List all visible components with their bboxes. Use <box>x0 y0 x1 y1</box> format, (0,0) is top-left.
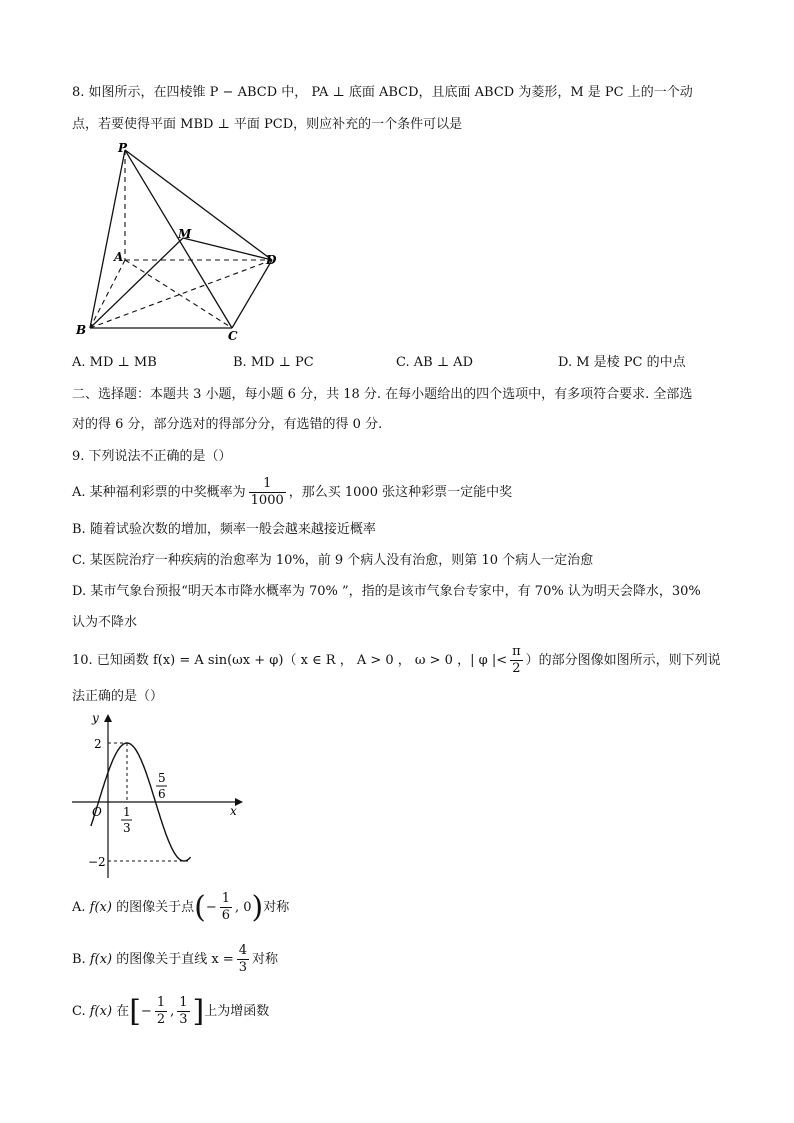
fraction-denominator: 3 <box>179 1012 188 1027</box>
section2-instructions-line2: 对的得 6 分，部分选对的得部分分，有选错的得 0 分. <box>72 417 383 432</box>
q10-stem-prefix: 10. 已知函数 f(x) = A sin(ωx + φ)（ x ∈ R ， A > 0 ， ω > 0 ，| φ |< <box>72 653 508 668</box>
q9-stem: 9. 下列说法不正确的是（） <box>72 449 232 464</box>
tick-1-3-denominator: 3 <box>123 821 131 835</box>
q8-option-b: B. MD ⊥ PC <box>233 355 314 370</box>
function-label: f(x) <box>89 900 112 915</box>
pyramid-figure <box>70 140 290 350</box>
q10-option-a: A. f(x) 的图像关于点(− $\frac{1}{6}$ , 0)对称 <box>72 889 290 925</box>
q9-option-a-suffix: ，那么买 1000 张这种彩票一定能中奖 <box>288 485 513 500</box>
q9-option-c: C. 某医院治疗一种疾病的治愈率为 10%，前 9 个病人没有治愈，则第 10 个病人一定治愈 <box>72 553 594 568</box>
fraction-denominator: 1000 <box>250 493 284 508</box>
q8-stem-line1: 8. 如图所示，在四棱锥 P − ABCD 中， PA ⊥ 底面 ABCD，且底面 ABCD 为菱形，M 是 PC 上的一个动 <box>72 85 693 100</box>
q10-option-b-prefix: B. <box>72 952 90 967</box>
x-axis-label: x <box>230 804 237 818</box>
fraction-numerator: 4 <box>238 943 248 958</box>
q10-option-a-prefix: A. <box>72 900 90 915</box>
right-paren: ) <box>251 889 264 925</box>
vertex-label-d: D <box>266 253 277 267</box>
q10-stem-line1 <box>72 644 721 678</box>
q8-option-d: D. M 是棱 PC 的中点 <box>558 355 686 370</box>
left-bracket: [ <box>129 993 141 1029</box>
fraction-denominator: 3 <box>238 960 248 975</box>
function-label: f(x) <box>89 952 113 967</box>
left-paren: ( <box>194 889 206 925</box>
y-min-label: −2 <box>88 855 106 869</box>
line-x-fraction <box>237 943 249 976</box>
vertex-label-b: B <box>76 323 87 337</box>
q10-option-a-mid: 的图像关于点 <box>111 900 195 915</box>
tick-5-6-numerator: 5 <box>158 771 166 785</box>
tick-1-3-numerator: 1 <box>123 805 131 819</box>
probability-fraction <box>249 476 286 509</box>
interval-left-fraction <box>155 995 167 1028</box>
tick-5-6-denominator: 6 <box>158 787 166 801</box>
vertex-label-p: P <box>118 141 128 155</box>
q10-option-b-mid: 的图像关于直线 x = <box>112 952 234 967</box>
y-max-label: 2 <box>94 737 102 751</box>
q10-option-c-mid: 在 <box>112 1004 130 1019</box>
q10-stem-suffix: ）的部分图像如图所示，则下列说 <box>525 653 721 668</box>
right-bracket: ] <box>192 993 205 1029</box>
q9-option-a-prefix: A. 某种福利彩票的中奖概率为 <box>72 485 246 500</box>
q10-option-c-prefix: C. <box>72 1004 90 1019</box>
q9-option-b: B. 随着试验次数的增加，频率一般会越来越接近概率 <box>72 522 376 537</box>
fraction-numerator: 1 <box>221 891 230 906</box>
section2-instructions-line1: 二、选择题：本题共 3 小题，每小题 6 分，共 18 分. 在每小题给出的四个选项中，有多项符合要求. 全部选 <box>72 387 693 402</box>
q8-stem-line2: 点，若要使得平面 MBD ⊥ 平面 PCD，则应补充的一个条件可以是 <box>72 117 463 132</box>
vertex-label-c: C <box>228 329 238 343</box>
q10-option-a-suffix: 对称 <box>263 900 290 915</box>
q10-stem-line2: 法正确的是（） <box>72 689 164 704</box>
fraction-numerator: π <box>512 644 521 659</box>
q8-option-c: C. AB ⊥ AD <box>396 355 473 370</box>
q10-option-c-suffix: 上为增函数 <box>204 1004 270 1019</box>
fraction-numerator: 1 <box>156 995 166 1010</box>
function-label: f(x) <box>89 1004 113 1019</box>
interval-right-fraction <box>177 995 189 1028</box>
point-x-fraction <box>220 891 232 924</box>
q9-option-d-line1: D. 某市气象台预报“明天本市降水概率为 70% ”，指的是该市气象台专家中，有 70% 认为明天会降水，30% <box>72 584 701 599</box>
y-axis-label: y <box>92 711 99 725</box>
q9-option-a <box>72 476 512 510</box>
fraction-denominator: 2 <box>512 661 521 676</box>
vertex-label-a: A <box>114 250 124 264</box>
q8-option-a: A. MD ⊥ MB <box>72 355 157 370</box>
fraction-denominator: 6 <box>221 908 230 923</box>
q10-option-c: C. f(x) 在[− $\frac{1}{2}$ , $\frac{1}{3}$ ]上为增函数 <box>72 993 270 1029</box>
fraction-numerator: 1 <box>179 995 188 1010</box>
q9-option-d-line2: 认为不降水 <box>72 615 138 630</box>
q10-option-b-suffix: 对称 <box>252 952 279 967</box>
pi-over-two-fraction <box>510 644 523 677</box>
origin-label: O <box>92 805 102 819</box>
vertex-label-m: M <box>178 227 192 241</box>
fraction-numerator: 1 <box>249 476 286 493</box>
sine-graph-figure <box>70 710 250 880</box>
y-axis-arrow <box>104 714 112 722</box>
fraction-denominator: 2 <box>156 1012 166 1027</box>
q10-option-b <box>72 940 278 980</box>
